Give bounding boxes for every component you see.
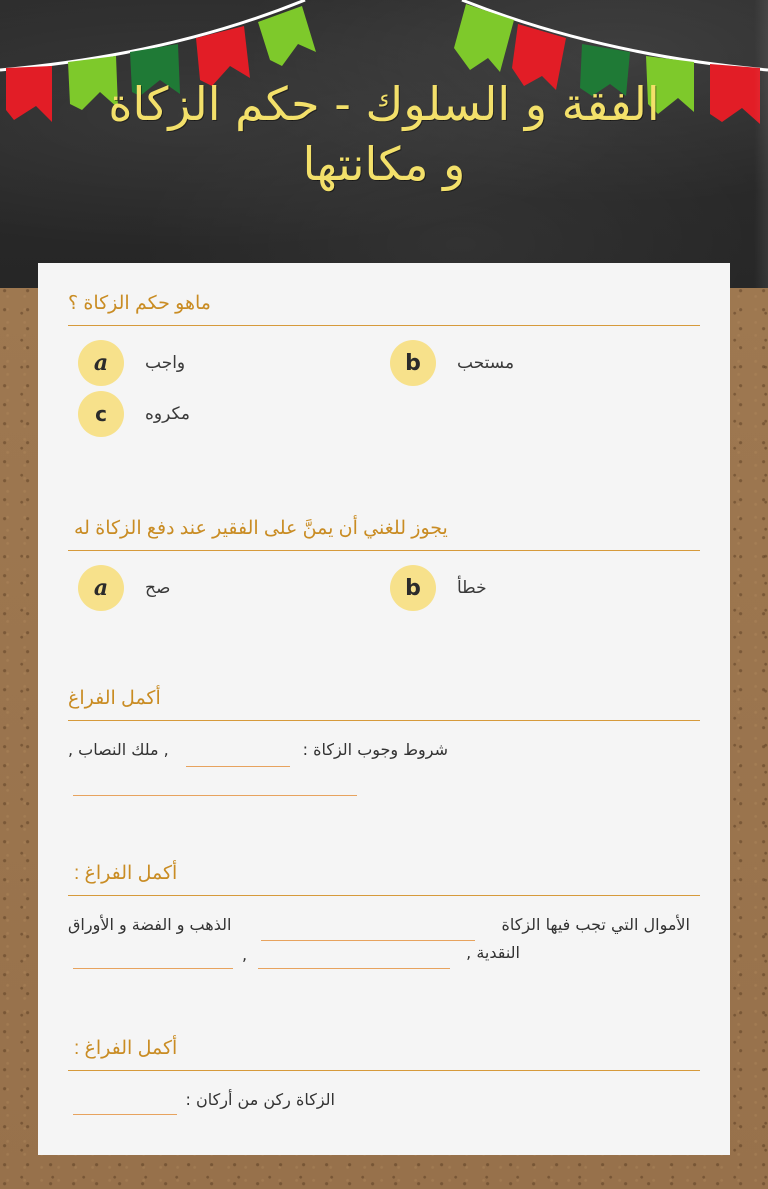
fill-text: الذهب و الفضة و الأوراق [68, 915, 232, 934]
option-label: صح [145, 578, 171, 598]
page-title-line-1: الفقة و السلوك - حكم الزكاة [108, 77, 660, 131]
option-letter-badge: a [78, 565, 124, 611]
option-b[interactable] [390, 340, 514, 386]
fill-text: الزكاة ركن من أركان : [185, 1090, 335, 1109]
option-c[interactable] [78, 391, 190, 437]
fill-text: شروط وجوب الزكاة : [302, 740, 448, 759]
fill-text: الأموال التي تجب فيها الزكاة [501, 915, 690, 934]
question-divider [68, 550, 700, 551]
blank-input-2[interactable] [73, 795, 357, 796]
option-label: واجب [145, 353, 186, 373]
question-divider [68, 720, 700, 721]
question-2 [68, 510, 700, 625]
question-title: أكمل الفراغ : [74, 1038, 178, 1059]
options-list [68, 565, 700, 625]
chalkboard-header [0, 0, 768, 288]
option-letter-badge: b [390, 340, 436, 386]
options-list [68, 340, 700, 450]
option-label: مستحب [457, 353, 515, 373]
fill-text: , [242, 945, 248, 964]
option-label: خطأ [457, 578, 487, 598]
question-divider [68, 325, 700, 326]
page-title-line-2: و مكانتها [302, 137, 466, 191]
question-title: ماهو حكم الزكاة ؟ [68, 293, 211, 314]
option-b[interactable] [390, 565, 487, 611]
fill-text: , ملك النصاب , [68, 740, 169, 759]
question-5 [68, 1030, 700, 1130]
option-label: مكروه [145, 404, 190, 424]
blank-input-1[interactable] [73, 1114, 177, 1115]
blank-input-1[interactable] [261, 940, 475, 941]
blank-input-1[interactable] [186, 766, 290, 767]
question-1 [68, 285, 700, 450]
question-divider [68, 1070, 700, 1071]
option-letter-badge: b [390, 565, 436, 611]
page-title [60, 74, 708, 194]
blank-input-2[interactable] [258, 968, 450, 969]
question-4 [68, 855, 700, 975]
option-letter-badge: a [78, 340, 124, 386]
blank-input-3[interactable] [73, 968, 233, 969]
question-title: أكمل الفراغ : [74, 863, 178, 884]
question-title: أكمل الفراغ [68, 688, 161, 709]
question-3 [68, 680, 700, 800]
worksheet-card [38, 263, 730, 1155]
option-letter-badge: c [78, 391, 124, 437]
option-a[interactable] [78, 340, 185, 386]
option-a[interactable] [78, 565, 170, 611]
fill-text: النقدية , [466, 943, 520, 962]
question-divider [68, 895, 700, 896]
question-title: يجوز للغني أن يمنَّ على الفقير عند دفع الزكاة له [74, 518, 448, 539]
